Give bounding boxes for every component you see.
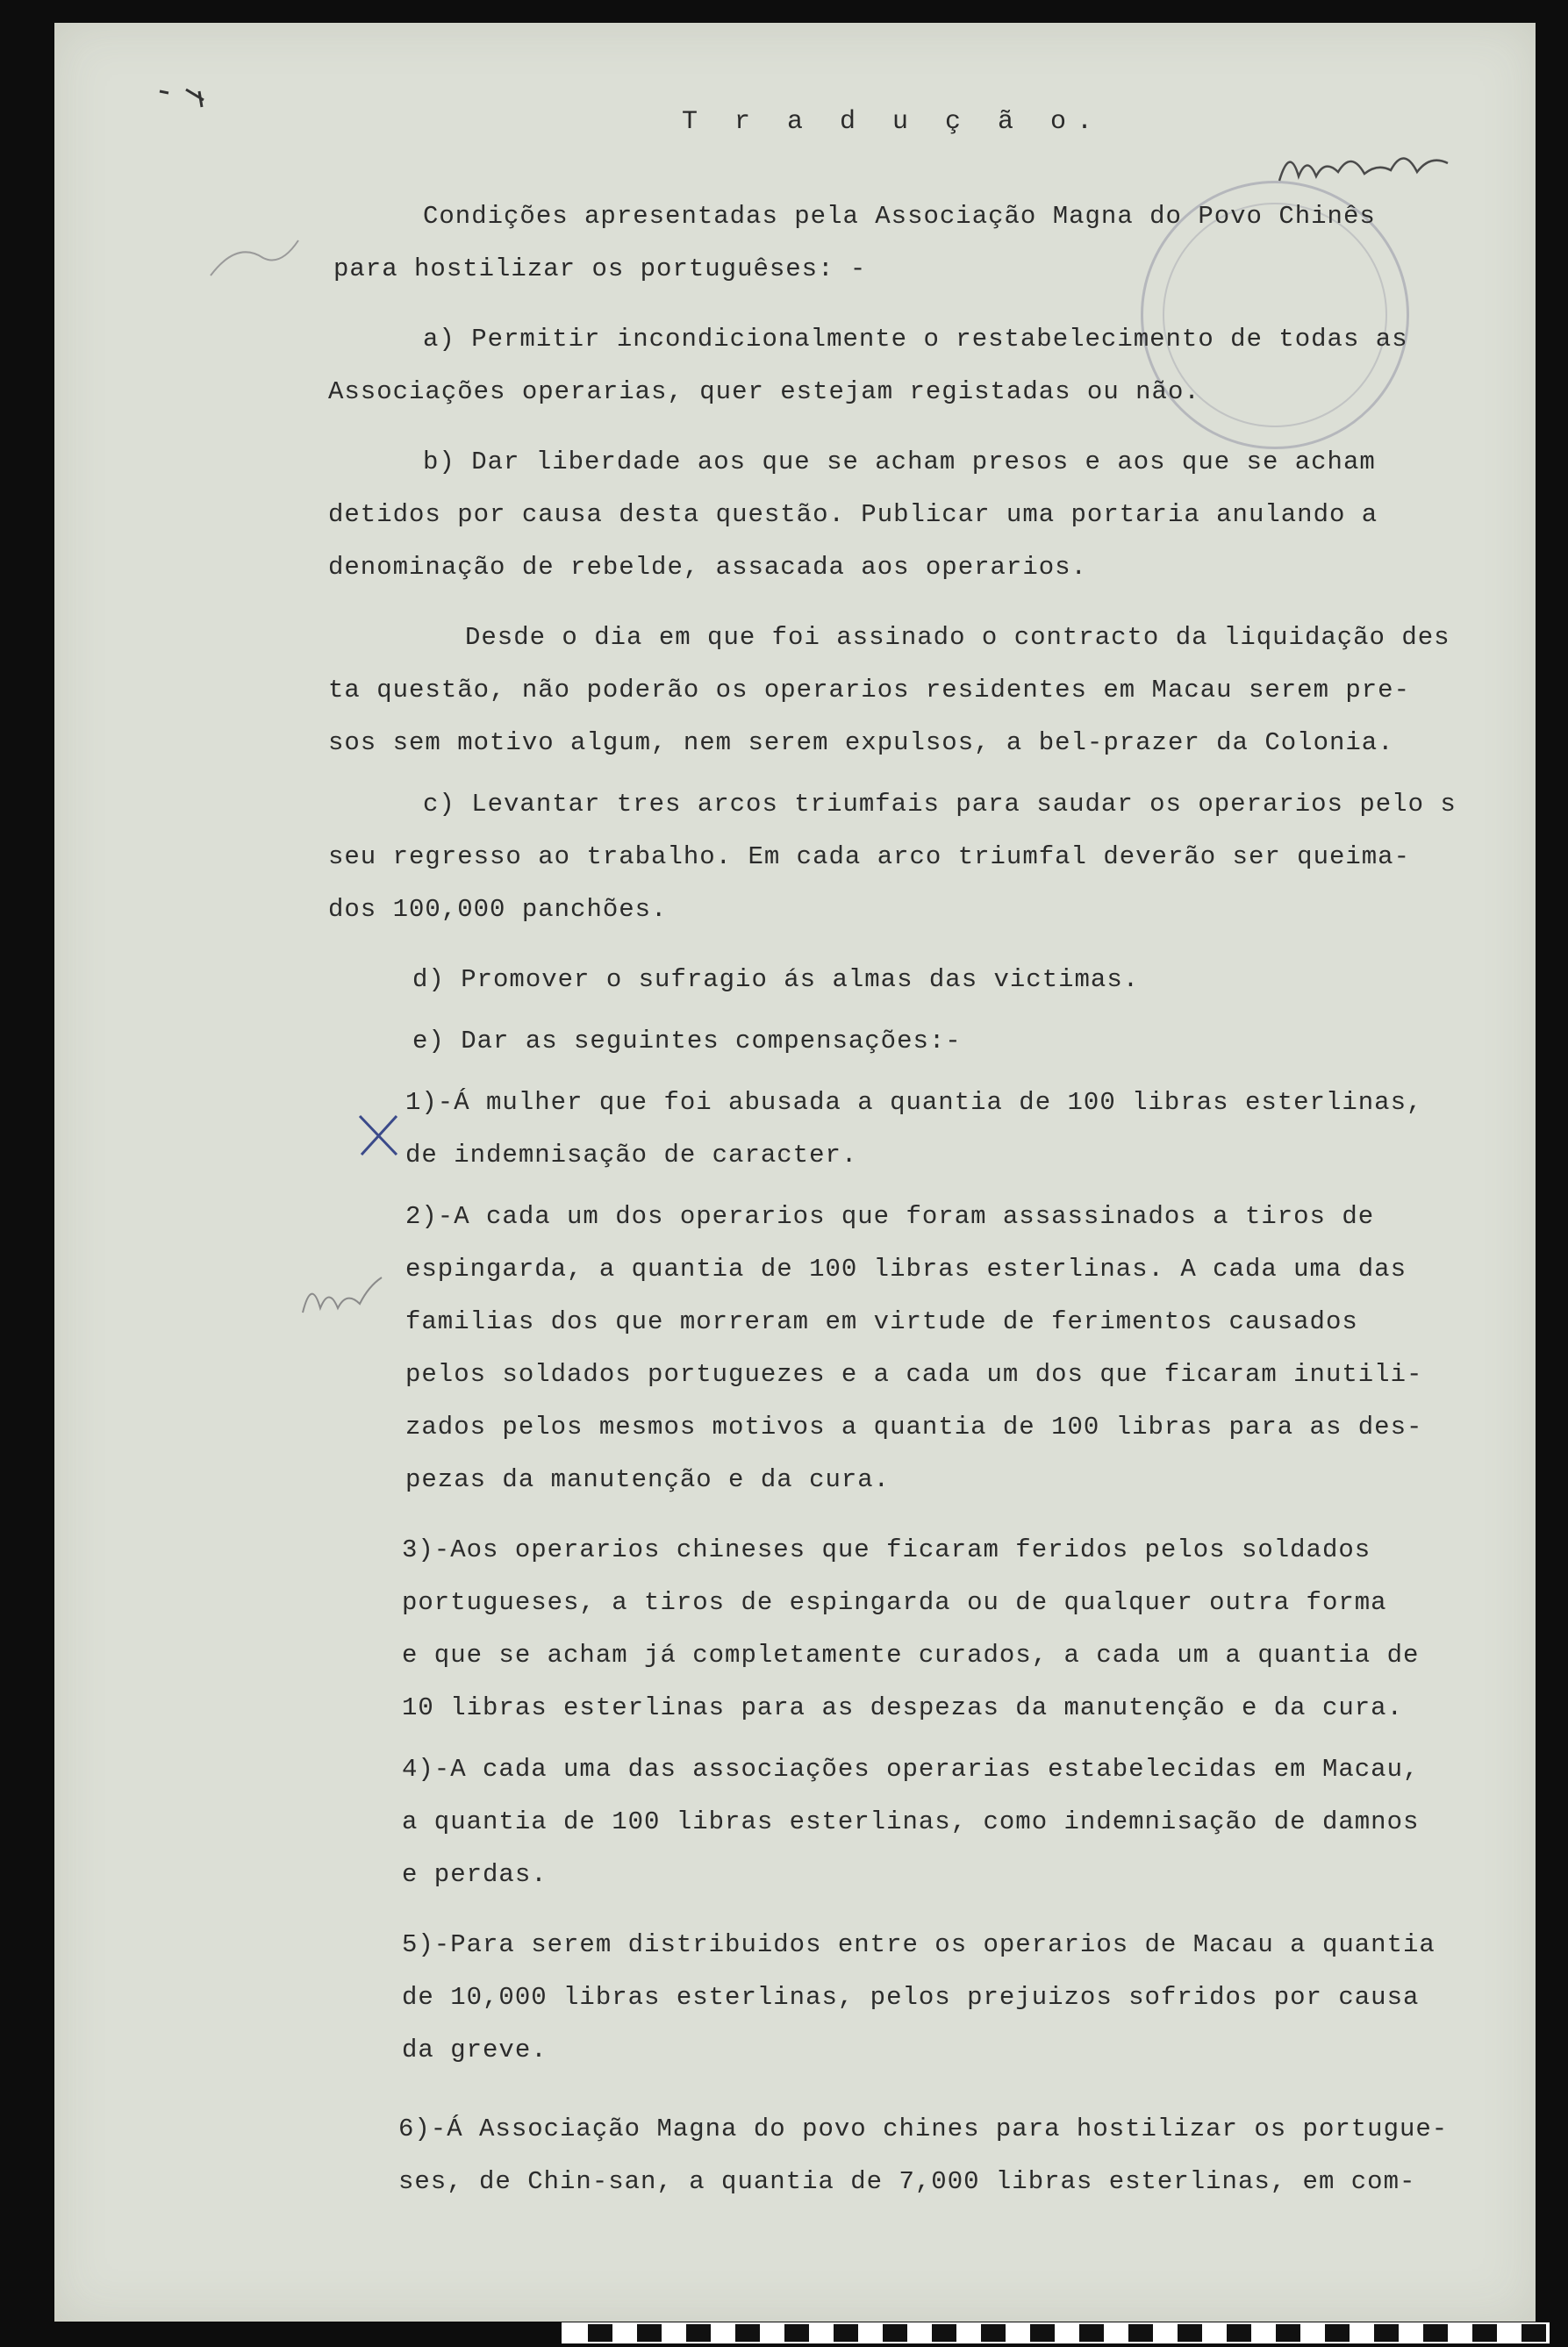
body-line-5: b) Dar liberdade aos que se acham presos e aos que se acham <box>423 447 1376 476</box>
body-line-26: e que se acham já completamente curados, a cada um a quantia de <box>402 1641 1420 1670</box>
body-line-31: 5)-Para serem distribuidos entre os operarios de Macau a quantia <box>402 1930 1436 1959</box>
body-line-3: a) Permitir incondicionalmente o restabelecimento de todas as <box>423 325 1408 354</box>
body-line-35: ses, de Chin-san, a quantia de 7,000 libras esterlinas, em com- <box>398 2167 1416 2196</box>
body-line-2: para hostilizar os portuguêses: - <box>333 254 867 283</box>
body-line-4: Associações operarias, quer estejam registadas ou não. <box>328 377 1200 406</box>
body-line-8: Desde o dia em que foi assinado o contracto da liquidação des <box>465 623 1450 652</box>
body-line-16: 1)-Á mulher que foi abusada a quantia de 100 libras esterlinas, <box>405 1088 1423 1117</box>
body-line-11: c) Levantar tres arcos triumfais para saudar os operarios pelo s <box>423 790 1457 819</box>
body-line-10: sos sem motivo algum, nem serem expulsos, a bel-prazer da Colonia. <box>328 728 1394 757</box>
document-title: T r a d u ç ã o. <box>682 107 1104 137</box>
body-line-13: dos 100,000 panchões. <box>328 895 668 924</box>
body-line-22: zados pelos mesmos motivos a quantia de 100 libras para as des- <box>405 1413 1423 1442</box>
body-line-12: seu regresso ao trabalho. Em cada arco triumfal deverão ser queima- <box>328 842 1410 871</box>
document-page <box>54 23 1536 2322</box>
body-line-9: ta questão, não poderão os operarios residentes em Macau serem pre- <box>328 676 1410 705</box>
body-line-27: 10 libras esterlinas para as despezas da manutenção e da cura. <box>402 1693 1403 1722</box>
pencil-margin-note <box>298 1269 386 1339</box>
handwritten-corner-mark <box>151 82 230 144</box>
body-line-34: 6)-Á Associação Magna do povo chines para hostilizar os portugue- <box>398 2114 1449 2143</box>
body-line-29: a quantia de 100 libras esterlinas, como indemnisação de damnos <box>402 1807 1420 1836</box>
body-line-20: familias dos que morreram em virtude de ferimentos causados <box>405 1307 1358 1336</box>
body-line-32: de 10,000 libras esterlinas, pelos prejuizos sofridos por causa <box>402 1983 1420 2012</box>
body-line-18: 2)-A cada um dos operarios que foram assassinados a tiros de <box>405 1202 1375 1231</box>
blue-x-mark <box>353 1109 405 1162</box>
body-line-30: e perdas. <box>402 1860 548 1889</box>
body-line-1: Condições apresentadas pela Associação Magna do Povo Chinês <box>423 202 1376 231</box>
body-line-17: de indemnisação de caracter. <box>405 1141 858 1170</box>
body-line-23: pezas da manutenção e da cura. <box>405 1465 891 1494</box>
body-line-33: da greve. <box>402 2036 548 2064</box>
body-line-6: detidos por causa desta questão. Publicar uma portaria anulando a <box>328 500 1378 529</box>
body-line-19: espingarda, a quantia de 100 libras esterlinas. A cada uma das <box>405 1255 1407 1284</box>
pencil-margin-mark <box>202 223 307 293</box>
body-line-21: pelos soldados portuguezes e a cada um dos que ficaram inutili- <box>405 1360 1423 1389</box>
body-line-15: e) Dar as seguintes compensações:- <box>412 1027 962 1055</box>
body-line-7: denominação de rebelde, assacada aos operarios. <box>328 553 1087 582</box>
body-line-28: 4)-A cada uma das associações operarias estabelecidas em Macau, <box>402 1755 1420 1784</box>
body-line-24: 3)-Aos operarios chineses que ficaram feridos pelos soldados <box>402 1535 1371 1564</box>
body-line-14: d) Promover o sufragio ás almas das victimas. <box>412 965 1140 994</box>
body-line-25: portugueses, a tiros de espingarda ou de qualquer outra forma <box>402 1588 1387 1617</box>
scale-ruler <box>562 2322 1550 2343</box>
handwritten-signature <box>1272 137 1465 198</box>
